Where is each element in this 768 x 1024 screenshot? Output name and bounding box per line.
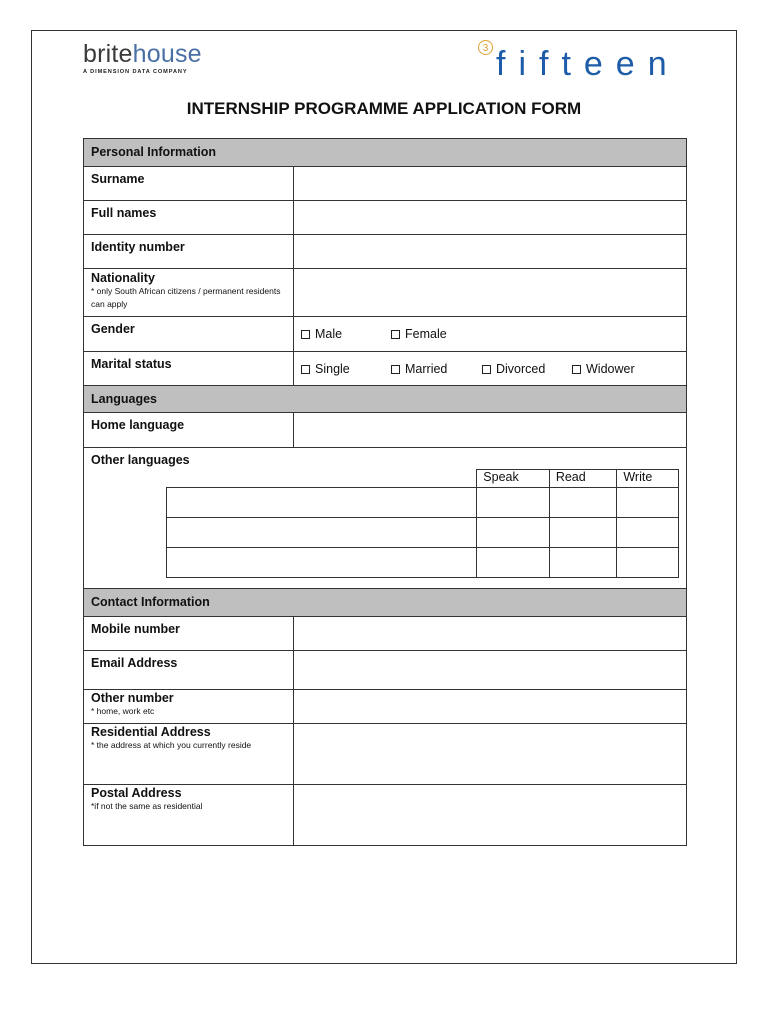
fifteen-logo-word: fifteen	[496, 45, 680, 83]
marital-options	[294, 352, 687, 386]
marital-single-checkbox[interactable]	[301, 362, 391, 376]
logo-brite-text: brite	[83, 40, 133, 68]
identity-number-label	[84, 235, 294, 269]
postal-address-note: *if not the same as residential	[91, 801, 203, 811]
lang-read-cell[interactable]	[549, 518, 617, 548]
home-language-label	[84, 413, 294, 448]
postal-address-field[interactable]	[294, 785, 687, 846]
gender-female-label: Female	[405, 327, 447, 341]
lang-header-blank	[167, 470, 477, 488]
nationality-field[interactable]	[294, 269, 687, 317]
identity-number-label-text: Identity number	[91, 240, 185, 254]
lang-speak-cell[interactable]	[477, 518, 550, 548]
three-badge-icon: 3	[478, 40, 493, 55]
lang-write-cell[interactable]	[617, 488, 679, 518]
marital-married-checkbox[interactable]	[391, 362, 482, 376]
lang-read-cell[interactable]	[549, 548, 617, 578]
lang-write-cell[interactable]	[617, 548, 679, 578]
lang-name-cell[interactable]	[167, 488, 477, 518]
mobile-number-label	[84, 617, 294, 651]
email-address-field[interactable]	[294, 651, 687, 690]
checkbox-icon	[572, 365, 581, 374]
surname-field[interactable]	[294, 167, 687, 201]
mobile-number-field[interactable]	[294, 617, 687, 651]
other-languages-table	[166, 469, 679, 578]
lang-read-cell[interactable]	[549, 488, 617, 518]
marital-status-label-text: Marital status	[91, 357, 172, 371]
postal-address-label-text: Postal Address	[91, 786, 182, 800]
identity-number-field[interactable]	[294, 235, 687, 269]
logo-house-text: house	[132, 40, 202, 68]
other-languages-label: Other languages	[91, 453, 190, 467]
logo-tagline: A DIMENSION DATA COMPANY	[83, 69, 188, 75]
email-address-label-text: Email Address	[91, 656, 178, 670]
lang-col-speak: Speak	[477, 470, 550, 488]
other-number-label-text: Other number	[91, 691, 174, 705]
home-language-field[interactable]	[294, 413, 687, 448]
britehouse-logo	[83, 40, 202, 75]
checkbox-icon	[301, 330, 310, 339]
lang-col-write: Write	[617, 470, 679, 488]
postal-address-label	[84, 785, 294, 846]
lang-speak-cell[interactable]	[477, 548, 550, 578]
marital-single-label: Single	[315, 362, 350, 376]
residential-address-label-text: Residential Address	[91, 725, 211, 739]
residential-address-field[interactable]	[294, 724, 687, 785]
other-number-field[interactable]	[294, 690, 687, 724]
marital-widower-label: Widower	[586, 362, 635, 376]
checkbox-icon	[391, 365, 400, 374]
marital-status-label	[84, 352, 294, 386]
section-languages: Languages	[84, 386, 687, 413]
lang-row	[167, 548, 679, 578]
gender-label-text: Gender	[91, 322, 135, 336]
residential-address-note: * the address at which you currently reside	[91, 740, 252, 750]
marital-widower-checkbox[interactable]	[572, 362, 635, 376]
gender-female-checkbox[interactable]	[391, 327, 447, 341]
section-personal-information: Personal Information	[84, 139, 687, 167]
surname-label	[84, 167, 294, 201]
residential-address-label	[84, 724, 294, 785]
checkbox-icon	[301, 365, 310, 374]
section-contact-information: Contact Information	[84, 589, 687, 617]
other-languages-block	[84, 448, 687, 589]
gender-options	[294, 317, 687, 352]
lang-row	[167, 518, 679, 548]
surname-label-text: Surname	[91, 172, 145, 186]
checkbox-icon	[391, 330, 400, 339]
gender-label	[84, 317, 294, 352]
gender-male-label: Male	[315, 327, 343, 341]
marital-married-label: Married	[405, 362, 448, 376]
other-number-note: * home, work etc	[91, 706, 155, 716]
gender-male-checkbox[interactable]	[301, 327, 391, 341]
nationality-note: * only South African citizens / permanent residents can apply	[91, 286, 281, 309]
checkbox-icon	[482, 365, 491, 374]
nationality-label-text: Nationality	[91, 271, 155, 285]
lang-col-read: Read	[549, 470, 617, 488]
nationality-label	[84, 269, 294, 317]
application-form-table	[83, 138, 687, 846]
other-number-label	[84, 690, 294, 724]
home-language-label-text: Home language	[91, 418, 185, 432]
lang-speak-cell[interactable]	[477, 488, 550, 518]
marital-divorced-label: Divorced	[496, 362, 546, 376]
mobile-number-label-text: Mobile number	[91, 622, 180, 636]
lang-row	[167, 488, 679, 518]
email-address-label	[84, 651, 294, 690]
full-names-label	[84, 201, 294, 235]
form-title: INTERNSHIP PROGRAMME APPLICATION FORM	[186, 99, 582, 118]
marital-divorced-checkbox[interactable]	[482, 362, 572, 376]
lang-name-cell[interactable]	[167, 518, 477, 548]
lang-write-cell[interactable]	[617, 518, 679, 548]
full-names-field[interactable]	[294, 201, 687, 235]
full-names-label-text: Full names	[91, 206, 157, 220]
lang-name-cell[interactable]	[167, 548, 477, 578]
